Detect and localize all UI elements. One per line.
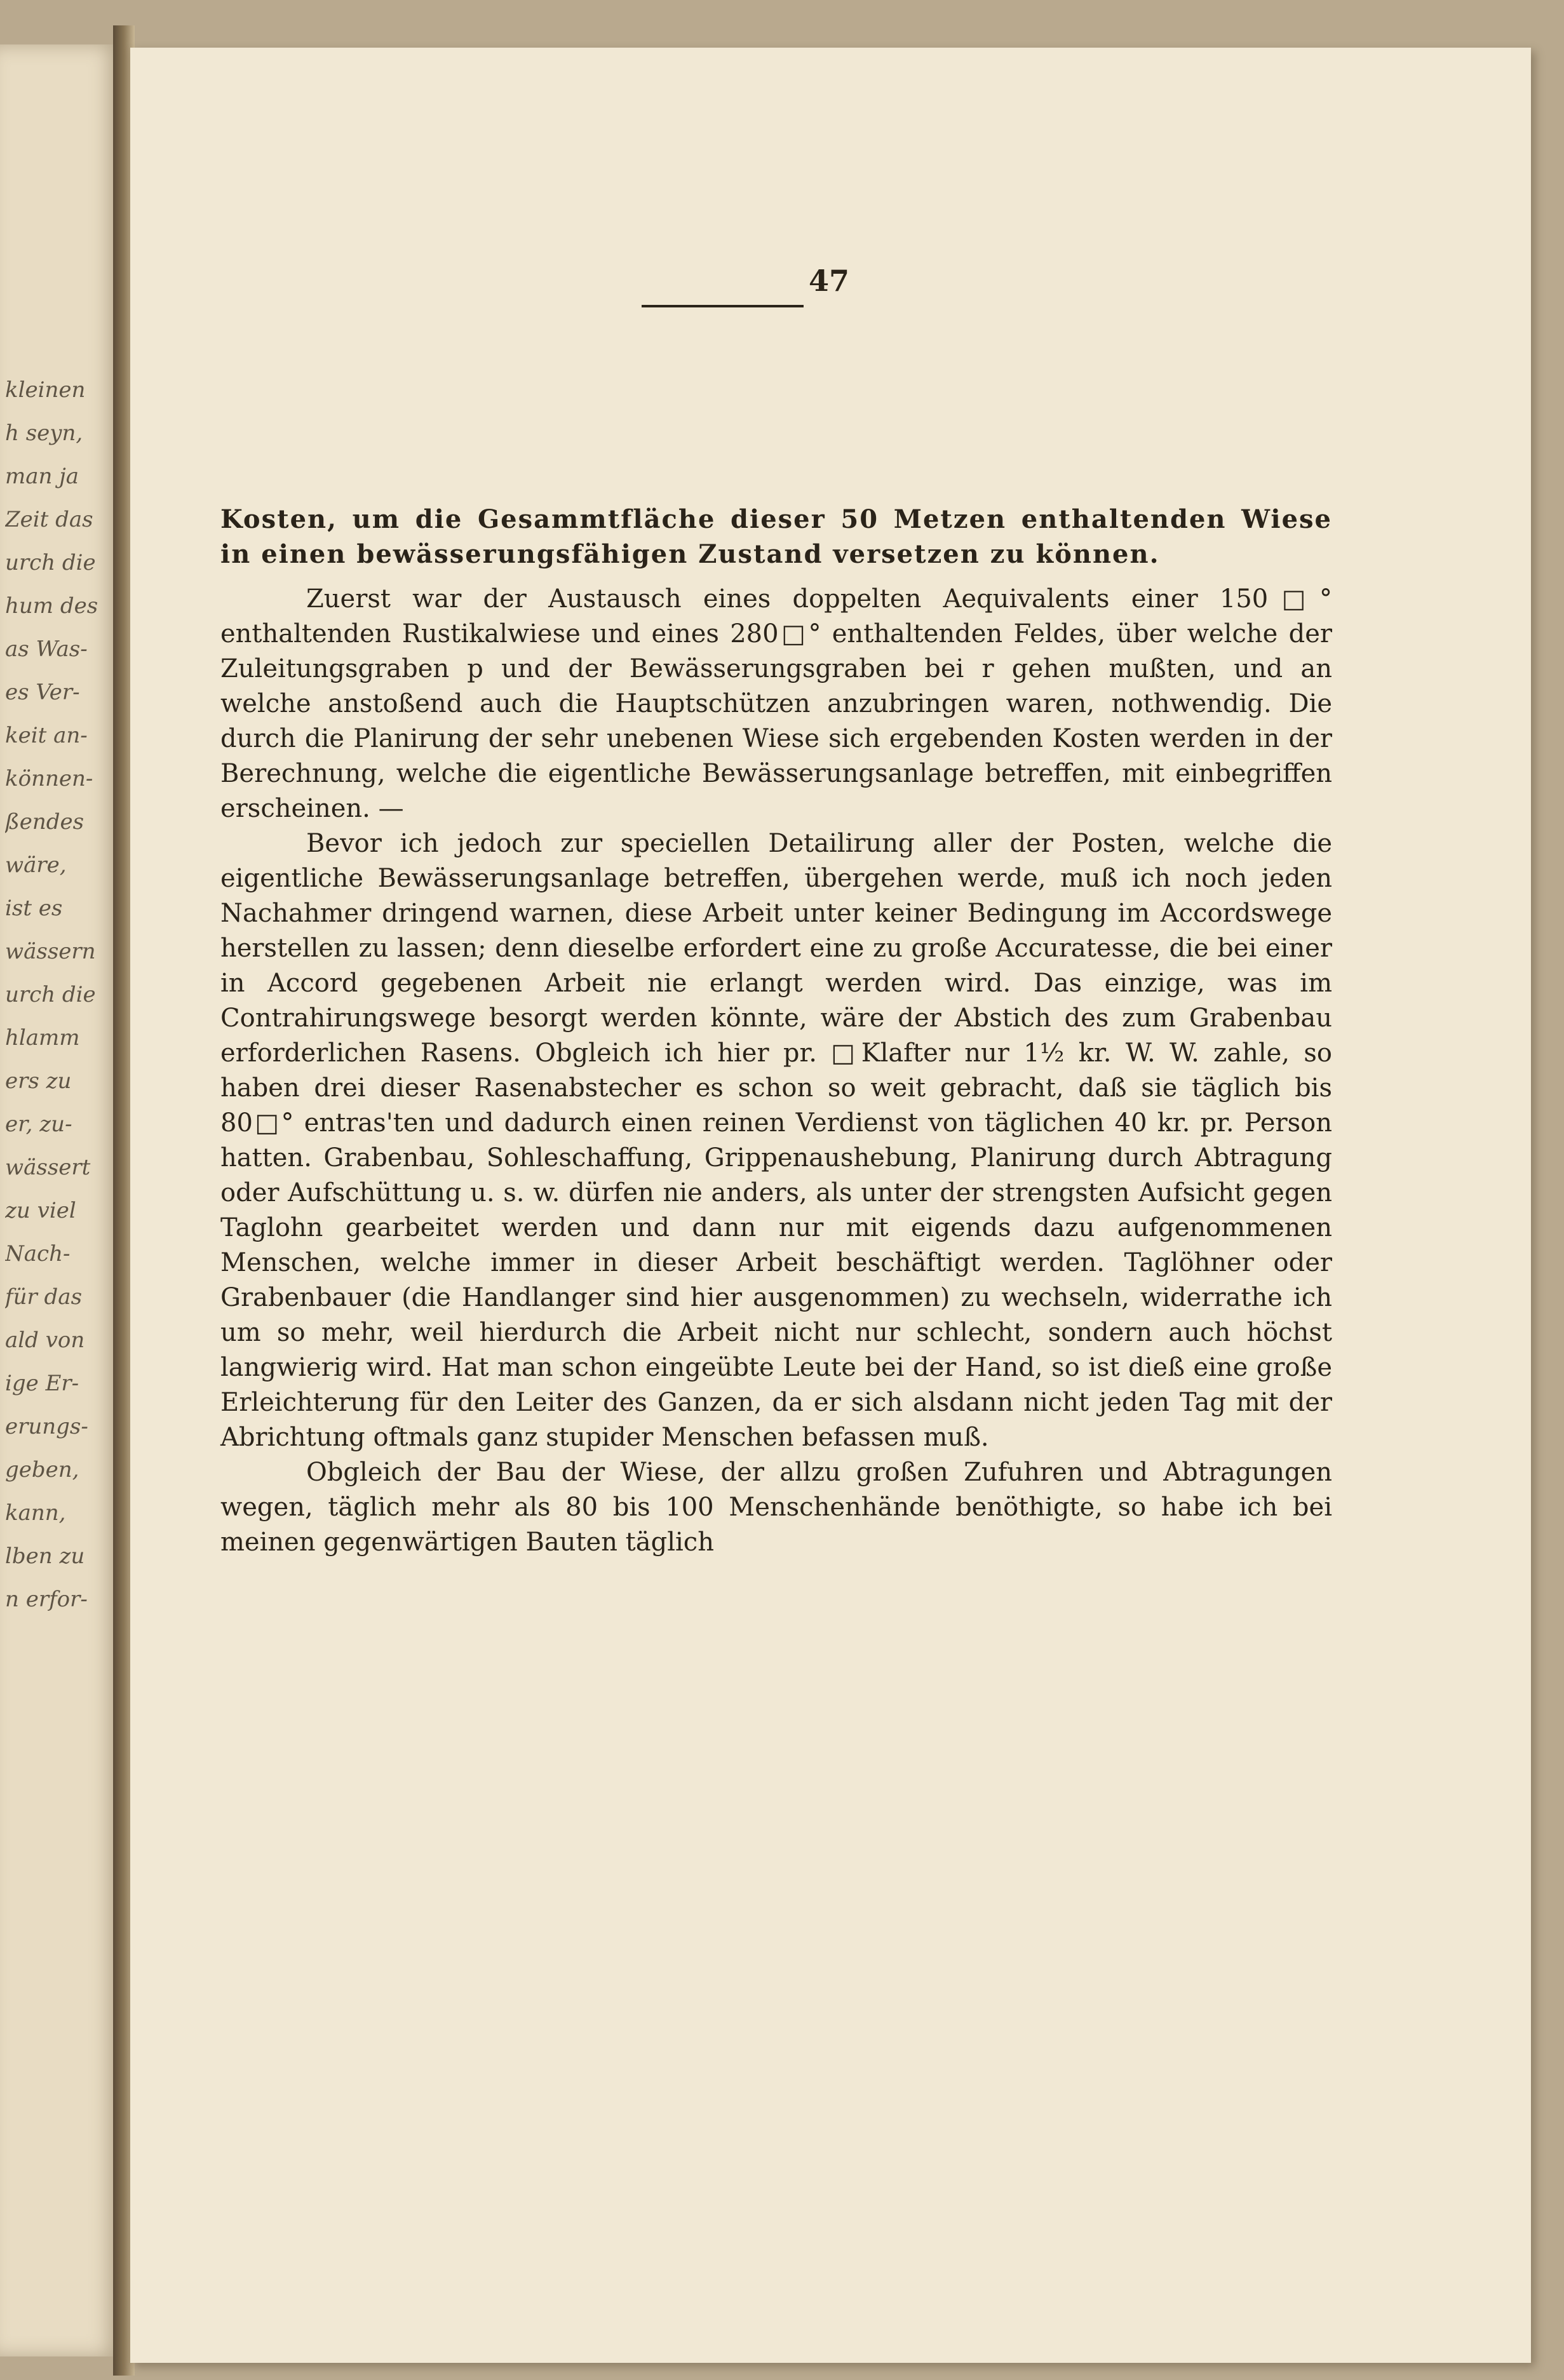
facing-page-fragment: as Was- xyxy=(5,636,88,662)
paragraph: Obgleich der Bau der Wiese, der allzu großen Zufuhren und Abtragungen wegen, täglich mehr als 80 bis 100 Menschenhände benöthigte, so habe ich bei meinen gegenwärtigen Bauten täglich xyxy=(220,1458,1332,1557)
facing-page-fragment: ist es xyxy=(5,896,63,921)
facing-page-fragment: hlamm xyxy=(5,1025,80,1051)
facing-page-fragment: urch die xyxy=(5,550,96,575)
facing-page-edge xyxy=(0,44,121,2356)
facing-page-fragment: er, zu- xyxy=(5,1112,72,1137)
facing-page-fragment: Zeit das xyxy=(5,507,93,532)
paragraph-continued: Kosten, um die Gesammtfläche dieser 50 Metzen enthaltenden Wiese in einen bewässerungsfähigen Zustand versetzen zu können. xyxy=(220,504,1332,569)
facing-page-fragment: es Ver- xyxy=(5,680,80,705)
facing-page-text-fragments xyxy=(5,368,113,1621)
facing-page-fragment: geben, xyxy=(5,1457,79,1482)
facing-page-fragment: ers zu xyxy=(5,1068,72,1094)
facing-page-fragment: wässern xyxy=(5,939,96,964)
facing-page-fragment: man ja xyxy=(5,464,79,489)
page-number: 47 xyxy=(808,264,849,298)
page-body xyxy=(220,502,1332,1560)
facing-page-fragment: kann, xyxy=(5,1500,66,1526)
facing-page-fragment: n erfor- xyxy=(5,1587,88,1612)
facing-page-fragment: ige Er- xyxy=(5,1371,79,1396)
book-page xyxy=(130,48,1531,2363)
facing-page-fragment: ßendes xyxy=(5,809,84,835)
paragraph: Zuerst war der Austausch eines doppelten Aequivalents einer 150□° enthaltenden Rustikalwiese und eines 280□° enthaltenden Feldes, über welche der Zuleitungsgraben p und der Bewässerungsgraben bei r gehen mußten, und an welche anstoßend auch die Hauptschützen anzubringen waren, nothwendig. Die durch die Planirung der sehr unebenen Wiese sich ergebenden Kosten werden in der Berechnung, welche die eigentliche Bewässerungsanlage betreffen, mit einbegriffen erscheinen. — xyxy=(220,584,1332,823)
facing-page-fragment: ald von xyxy=(5,1328,85,1353)
facing-page-fragment: kleinen xyxy=(5,377,86,403)
page-number-rule xyxy=(642,305,804,307)
facing-page-fragment: hum des xyxy=(5,593,98,619)
facing-page-fragment: h seyn, xyxy=(5,420,83,446)
facing-page-fragment: können- xyxy=(5,766,93,791)
facing-page-fragment: zu viel xyxy=(5,1198,76,1223)
facing-page-fragment: keit an- xyxy=(5,723,88,748)
facing-page-fragment: urch die xyxy=(5,982,96,1007)
facing-page-fragment: lben zu xyxy=(5,1543,85,1569)
facing-page-fragment: wäre, xyxy=(5,852,67,878)
facing-page-fragment: für das xyxy=(5,1284,83,1310)
facing-page-fragment: Nach- xyxy=(5,1241,71,1267)
facing-page-fragment: erungs- xyxy=(5,1414,88,1439)
facing-page-fragment: wässert xyxy=(5,1155,91,1180)
paragraph: Bevor ich jedoch zur speciellen Detailirung aller der Posten, welche die eigentliche Bewässerungsanlage betreffen, übergehen werde, muß ich noch jeden Nachahmer dringend warnen, diese Arbeit unter keiner Bedingung im Accordswege herstellen zu lassen; denn dieselbe erfordert eine zu große Accuratesse, die bei einer in Accord gegebenen Arbeit nie erlangt werden wird. Das einzige, was im Contrahirungswege besorgt werden könnte, wäre der Abstich des zum Grabenbau erforderlichen Rasens. Obgleich ich hier pr. □Klafter nur 1½ kr. W. W. zahle, so haben drei dieser Rasenabstecher es schon so weit gebracht, daß sie täglich bis 80□° entras'ten und dadurch einen reinen Verdienst von täglichen 40 kr. pr. Person hatten. Grabenbau, Sohleschaffung, Grippenaushebung, Planirung durch Abtragung oder Aufschüttung u. s. w. dürfen nie anders, als unter der strengsten Aufsicht gegen Taglohn gearbeitet werden und dann nur mit eigends dazu aufgenommenen Menschen, welche immer in dieser Arbeit beschäftigt werden. Taglöhner oder Grabenbauer (die Handlanger sind hier ausgenommen) zu wechseln, widerrathe ich um so mehr, weil hierdurch die Arbeit nicht nur schlecht, sondern auch höchst langwierig wird. Hat man schon eingeübte Leute bei der Hand, so ist dieß eine große Erleichterung für den Leiter des Ganzen, da er sich alsdann nicht jeden Tag mit der Abrichtung oftmals ganz stupider Menschen befassen muß. xyxy=(220,829,1332,1452)
